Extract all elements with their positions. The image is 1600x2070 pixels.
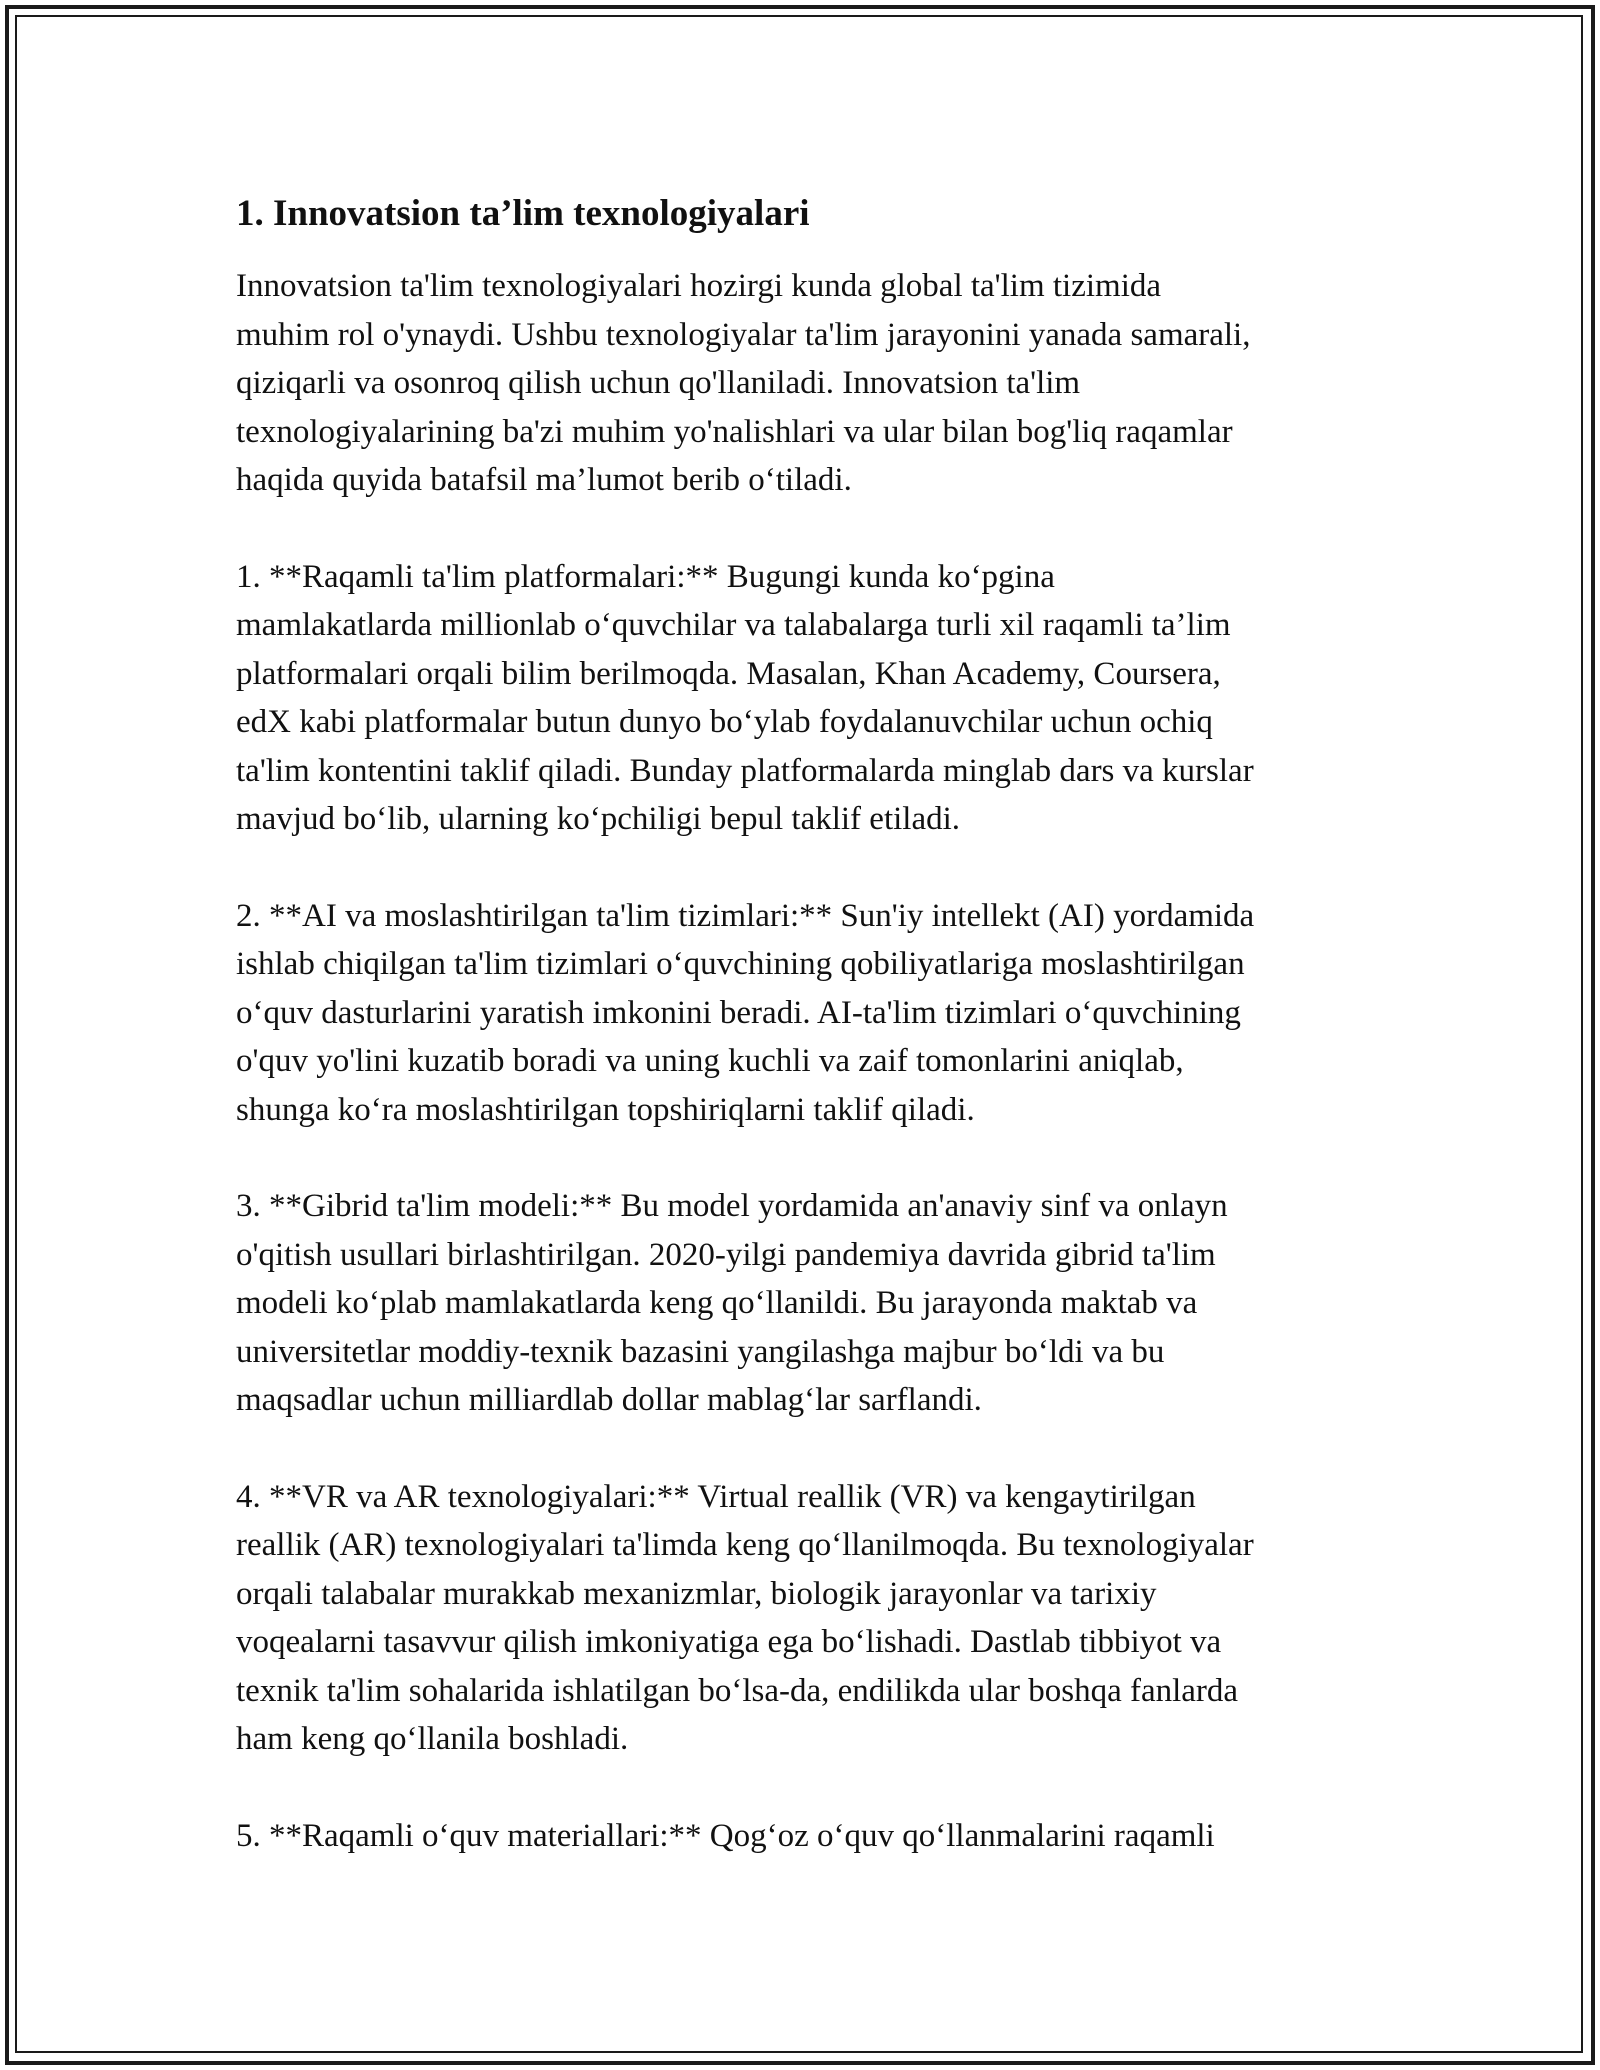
- intro-paragraph: Innovatsion ta'lim texnologiyalari hozirgi kunda global ta'lim tizimida muhim rol o'ynaydi. Ushbu texnologiyalar ta'lim jarayonini yanada samarali, qiziqarli va osonroq qilish uchun qo'llaniladi. Innovatsion ta'lim texnologiyalarining ba'zi muhim yo'nalishlari va ular bilan bog'liq raqamlar haqida quyida batafsil ma’lumot berib o‘tiladi.: [236, 268, 1251, 498]
- paragraph-digital-platforms: 1. **Raqamli ta'lim platformalari:** Bugungi kunda ko‘pgina mamlakatlarda millionlab o‘quvchilar va talabalarga turli xil raqamli ta’lim platformalari orqali bilim berilmoqda. Masalan, Khan Academy, Coursera, edX kabi platformalar butun dunyo bo‘ylab foydalanuvchilar uchun ochiq ta'lim kontentini taklif qiladi. Bunday platformalarda minglab dars va kurslar mavjud bo‘lib, ularning ko‘pchiligi bepul taklif etiladi.: [236, 558, 1254, 837]
- paragraph-ai-systems: 2. **AI va moslashtirilgan ta'lim tizimlari:** Sun'iy intellekt (AI) yordamida ishlab chiqilgan ta'lim tizimlari o‘quvchining qobiliyatlariga moslashtirilgan o‘quv dasturlarini yaratish imkonini beradi. AI-ta'lim tizimlari o‘quvchining o'quv yo'lini kuzatib boradi va uning kuchli va zaif tomonlarini aniqlab, shunga ko‘ra moslashtirilgan topshiriqlarni taklif qiladi.: [236, 897, 1255, 1128]
- paragraph-digital-materials: 5. **Raqamli o‘quv materiallari:** Qog‘oz o‘quv qo‘llanmalarini raqamli: [236, 1817, 1215, 1854]
- paragraph-hybrid-model: 3. **Gibrid ta'lim modeli:** Bu model yordamida an'anaviy sinf va onlayn o'qitish usullari birlashtirilgan. 2020-yilgi pandemiya davrida gibrid ta'lim modeli ko‘plab mamlakatlarda keng qo‘llanildi. Bu jarayonda maktab va universitetlar moddiy-texnik bazasini yangilashga majbur bo‘ldi va bu maqsadlar uchun milliardlab dollar mablag‘lar sarflandi.: [236, 1188, 1228, 1418]
- section-heading: 1. Innovatsion ta’lim texnologiyalari: [236, 193, 810, 234]
- paragraph-vr-ar: 4. **VR va AR texnologiyalari:** Virtual reallik (VR) va kengaytirilgan reallik (AR) texnologiyalari ta'limda keng qo‘llanilmoqda. Bu texnologiyalar orqali talabalar murakkab mexanizmlar, biologik jarayonlar va tarixiy voqealarni tasavvur qilish imkoniyatiga ega bo‘lishadi. Dastlab tibbiyot va texnik ta'lim sohalarida ishlatilgan bo‘lsa-da, endilikda ular boshqa fanlarda ham keng qo‘llanila boshladi.: [236, 1478, 1254, 1757]
- document-body: [236, 184, 1386, 1908]
